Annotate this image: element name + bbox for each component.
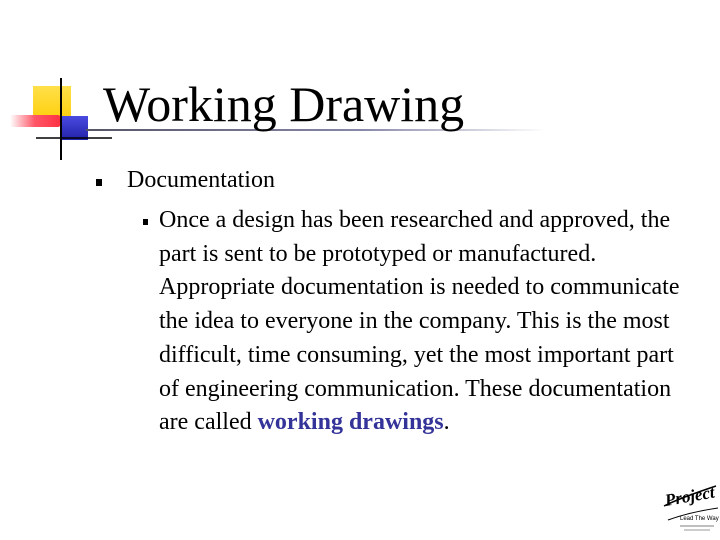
slide-title: Working Drawing	[103, 76, 465, 132]
bullet-level1-marker	[96, 179, 102, 186]
bullet-level1-text: Documentation	[127, 167, 275, 193]
bullet-level2-end: .	[443, 409, 450, 436]
bullet-level2-body: Once a design has been researched and approved, the part is sent to be prototyped or manufactured. Appropriate documentation is needed to communicate the idea to everyone in the company. This is the most difficult, time consuming, yet the most important part of engineering communication. These documentation are called	[159, 207, 680, 436]
bullet-level2-text	[159, 204, 699, 440]
bullet-level2-marker	[143, 219, 148, 225]
working-drawings-emphasis: working drawings	[257, 409, 444, 436]
logo-text: Project	[663, 482, 716, 510]
logo-subtext: Lead The Way	[680, 516, 719, 522]
pltw-logo	[660, 476, 720, 538]
